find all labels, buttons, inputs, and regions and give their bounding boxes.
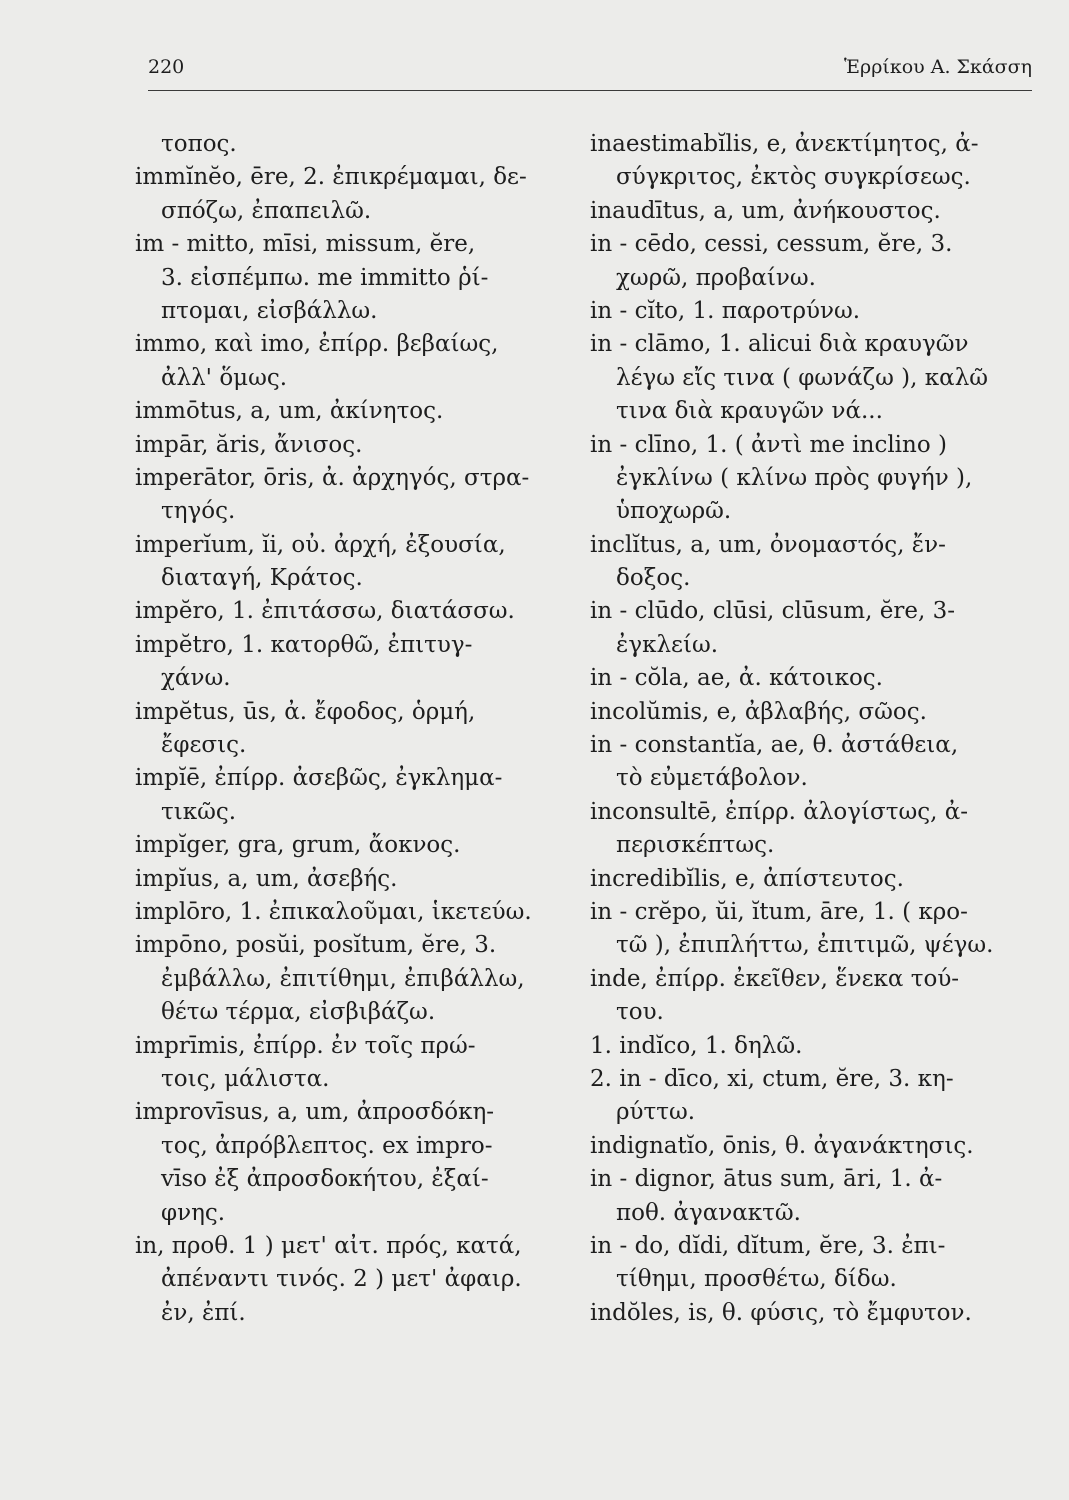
entry-continuation-line: 3. εἰσπέμπω. me immitto ῥί- (161, 264, 489, 291)
entry-line: in, προθ. 1 ) μετ' αἰτ. πρός, κατά, (135, 1232, 522, 1259)
entry-continuation-line: θέτω τέρμα, εἰσβιβάζω. (161, 999, 436, 1026)
entry-line: in - do, dĭdi, dĭtum, ĕre, 3. ἐπι- (590, 1232, 946, 1259)
entry-line: in - constantĭa, ae, θ. ἀστάθεια, (590, 732, 959, 759)
entry-continuation-line: ἔφεσις. (161, 732, 247, 759)
entry-continuation-line: τῶ ), ἐπιπλήττω, ἐπιτιμῶ, ψέγω. (616, 932, 994, 959)
entry-continuation-line: ἀπέναντι τινός. 2 ) μετ' ἀφαιρ. (161, 1266, 522, 1293)
entry-line: in - cēdo, cessi, cessum, ĕre, 3. (590, 231, 953, 258)
entry-line: in - cŏla, ae, ἀ. κάτοικος. (590, 665, 883, 692)
entry-continuation-line: ποθ. ἀγανακτῶ. (616, 1199, 801, 1226)
entry-continuation-line: τινα διὰ κραυγῶν νά... (616, 398, 883, 425)
entry-line: impōno, posŭi, posĭtum, ĕre, 3. (135, 932, 497, 959)
entry-continuation-line: ὑποχωρῶ. (616, 498, 732, 525)
entry-line: imperĭum, ĭi, οὐ. ἀρχή, ἐξουσία, (135, 531, 506, 558)
entry-continuation-line: χωρῶ, προβαίνω. (616, 264, 816, 291)
entry-line: indŏles, is, θ. φύσις, τὸ ἔμφυτον. (590, 1299, 972, 1326)
entry-continuation-line: vīso ἐξ ἀπροσδοκήτου, ἐξαί- (161, 1166, 489, 1193)
right-column (590, 128, 1034, 1330)
entry-line: inclĭtus, a, um, ὀνομαστός, ἔν- (590, 531, 946, 558)
entry-line: impĭger, gra, grum, ἄοκνος. (135, 832, 461, 859)
entry-continuation-line: δοξος. (616, 565, 691, 592)
entry-line: indignatĭo, ōnis, θ. ἀγανάκτησις. (590, 1132, 974, 1159)
entry-line: inaudītus, a, um, ἀνήκουστος. (590, 197, 941, 224)
entry-line: im - mitto, mīsi, missum, ĕre, (135, 231, 476, 258)
entry-line: improvīsus, a, um, ἀπροσδόκη- (135, 1099, 495, 1126)
entry-line: impār, ăris, ἄνισος. (135, 431, 363, 458)
entry-line: impĭus, a, um, ἀσεβής. (135, 865, 398, 892)
entry-line: 2. in - dīco, xi, ctum, ĕre, 3. κη- (590, 1065, 954, 1092)
entry-line: in - cĭto, 1. παροτρύνω. (590, 297, 861, 324)
entry-line: in - crĕpo, ŭi, ĭtum, āre, 1. ( κρο- (590, 898, 968, 925)
entry-continuation-line: τηγός. (161, 498, 236, 525)
entry-line: imperātor, ōris, ἀ. ἀρχηγός, στρα- (135, 464, 530, 491)
entry-continuation-line: τοις, μάλιστα. (161, 1065, 330, 1092)
entry-continuation-line: ἀλλ' ὅμως. (161, 364, 288, 391)
entry-continuation-line: σπόζω, ἐπαπειλῶ. (161, 197, 372, 224)
entry-continuation-line: πτομαι, εἰσβάλλω. (161, 297, 378, 324)
entry-line: in - clāmo, 1. alicui διὰ κραυγῶν (590, 331, 969, 358)
entry-line: incolŭmis, e, ἀβλαβής, σῶος. (590, 698, 927, 725)
entry-line: inaestimabĭlis, e, ἀνεκτίμητος, ἀ- (590, 131, 979, 157)
entry-continuation-line: τοπος. (161, 131, 237, 157)
entry-line: impĕro, 1. ἐπιτάσσω, διατάσσω. (135, 598, 515, 625)
entry-line: impĭē, ἐπίρρ. ἀσεβῶς, ἐγκλημα- (135, 765, 503, 792)
entry-line: implōro, 1. ἐπικαλοῦμαι, ἱκετεύω. (135, 898, 532, 925)
page-header (148, 56, 1032, 91)
entry-continuation-line: τος, ἀπρόβλεπτος. ex impro- (161, 1132, 493, 1159)
entry-line: impĕtro, 1. κατορθῶ, ἐπιτυγ- (135, 631, 473, 658)
entry-line: immĭnĕo, ēre, 2. ἐπικρέμαμαι, δε- (135, 164, 527, 191)
entry-continuation-line: λέγω εἴς τινα ( φωνάζω ), καλῶ (616, 364, 989, 391)
entry-continuation-line: ἐγκλίνω ( κλίνω πρὸς φυγήν ), (616, 464, 973, 491)
entry-line: impĕtus, ūs, ἀ. ἔφοδος, ὁρμή, (135, 698, 476, 725)
page-number: 220 (148, 56, 185, 78)
entry-continuation-line: χάνω. (161, 665, 231, 692)
entry-continuation-line: τίθημι, προσθέτω, δίδω. (616, 1266, 897, 1293)
entry-line: imprīmis, ἐπίρρ. ἐν τοῖς πρώ- (135, 1032, 476, 1059)
entry-continuation-line: περισκέπτως. (616, 832, 775, 859)
entry-line: inconsultē, ἐπίρρ. ἀλογίστως, ἀ- (590, 798, 969, 825)
running-title: Ἑρρίκου Α. Σκάσση (844, 56, 1032, 78)
entry-continuation-line: τὸ εὐμετάβολον. (616, 765, 808, 792)
entry-continuation-line: φνης. (161, 1199, 226, 1226)
entry-continuation-line: του. (616, 999, 664, 1026)
left-column (135, 128, 567, 1330)
entry-line: immōtus, a, um, ἀκίνητος. (135, 398, 444, 425)
entry-continuation-line: ἐν, ἐπί. (161, 1299, 246, 1326)
entry-continuation-line: σύγκριτος, ἐκτὸς συγκρίσεως. (616, 164, 971, 191)
entry-continuation-line: διαταγή, Κράτος. (161, 565, 363, 592)
entry-continuation-line: ρύττω. (616, 1099, 696, 1126)
entry-line: immo, καὶ imo, ἐπίρρ. βεβαίως, (135, 331, 499, 358)
entry-line: in - clīno, 1. ( ἀντὶ me inclino ) (590, 431, 947, 458)
entry-continuation-line: ἐγκλείω. (616, 631, 719, 658)
entry-line: in - clūdo, clūsi, clūsum, ĕre, 3- (590, 598, 955, 625)
entry-line: in - dignor, ātus sum, āri, 1. ἀ- (590, 1166, 943, 1193)
entry-continuation-line: ἐμβάλλω, ἐπιτίθημι, ἐπιβάλλω, (161, 965, 525, 992)
entry-continuation-line: τικῶς. (161, 798, 237, 825)
entry-line: 1. indĭco, 1. δηλῶ. (590, 1032, 803, 1059)
entry-line: incredibĭlis, e, ἀπίστευτος. (590, 865, 904, 892)
entry-line: inde, ἐπίρρ. ἐκεῖθεν, ἕνεκα τού- (590, 965, 960, 992)
